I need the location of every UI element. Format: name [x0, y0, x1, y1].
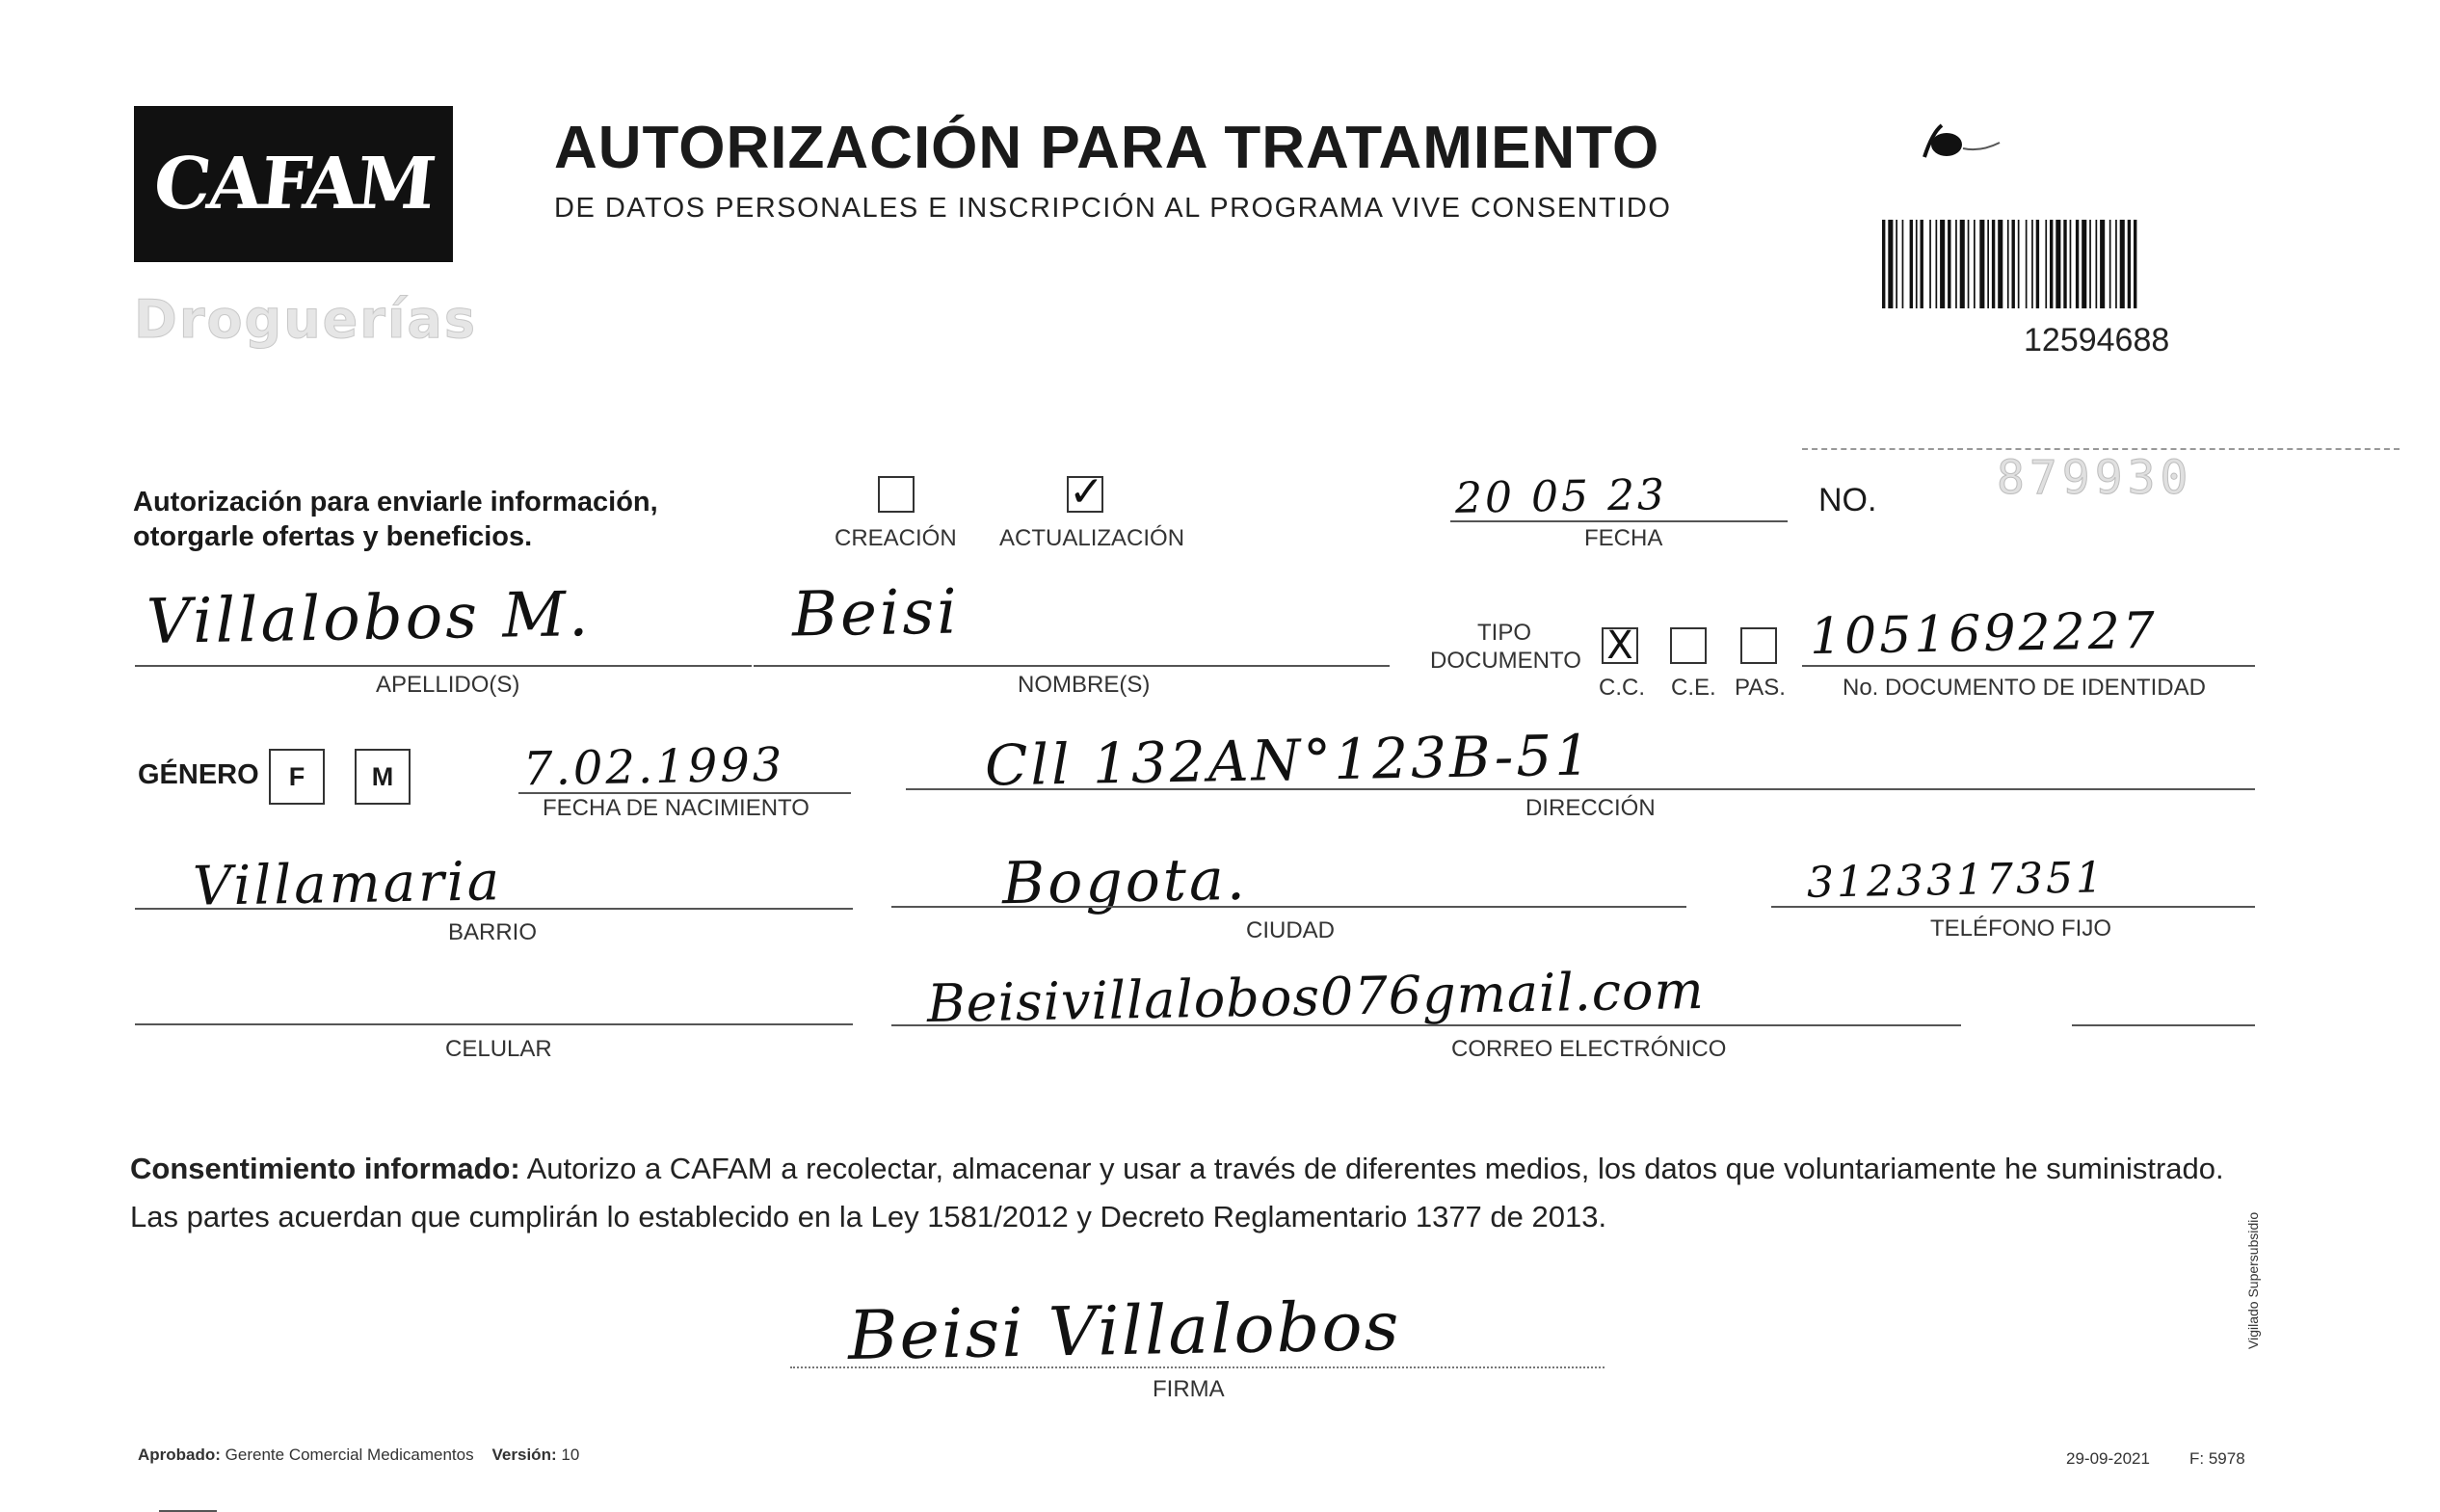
actualizacion-check-mark: ✓ [1069, 467, 1104, 517]
celular-line [135, 1023, 853, 1025]
logo-subtitle: Droguerías [134, 289, 477, 350]
cafam-logo [134, 106, 453, 262]
genero-label: GÉNERO [138, 759, 259, 790]
pen-mark-icon [1903, 114, 2019, 172]
ciudad-label: CIUDAD [1246, 917, 1336, 943]
ciudad-value[interactable]: Bogota. [1001, 845, 1249, 918]
page-title: AUTORIZACIÓN PARA TRATAMIENTO [554, 115, 1660, 181]
apellido-value[interactable]: Villalobos M. [146, 578, 592, 659]
correo-value[interactable]: Beisivillalobos076gmail.com [926, 959, 1706, 1035]
direccion-label: DIRECCIÓN [1525, 795, 1656, 821]
page-subtitle: DE DATOS PERSONALES E INSCRIPCIÓN AL PROGRAMA VIVE CONSENTIDO [554, 193, 1672, 224]
ce-label: C.E. [1671, 675, 1716, 701]
telefono-value[interactable]: 3123317351 [1806, 853, 2107, 908]
firma-label: FIRMA [1153, 1376, 1225, 1402]
telefono-label: TELÉFONO FIJO [1930, 915, 2112, 942]
nacimiento-value[interactable]: 7.02.1993 [522, 737, 785, 797]
auth-line-1: Autorización para enviarle información, [133, 487, 658, 517]
barrio-line [135, 908, 853, 910]
correo-label: CORREO ELECTRÓNICO [1451, 1036, 1727, 1062]
cc-label: C.C. [1599, 675, 1645, 701]
consentimiento-title: Consentimiento informado: [130, 1152, 520, 1185]
footer-date: 29-09-2021 [2066, 1449, 2150, 1468]
genero-f-label: F [288, 761, 305, 791]
documento-line [1802, 665, 2255, 667]
barcode-number: 12594688 [2024, 322, 2170, 358]
consentimiento-text: Autorizo a CAFAM a recolectar, almacenar y usar a través de diferentes medios, los datos que voluntariamente he suministrado. Las partes acuerdan que cumplirán lo establecido en la Ley 1581/2012 y Decreto Reglamentario 1377 de 2013. [130, 1152, 2224, 1233]
genero-m-label: M [371, 761, 394, 791]
firma-line [790, 1366, 1605, 1368]
vigilado-side-text: Vigilado Supersubsidio [2245, 1211, 2261, 1349]
genero-f-box[interactable] [269, 749, 325, 805]
footer-aprobado [138, 1446, 579, 1465]
barcode [1882, 220, 2265, 308]
footer-code: F: 5978 [2189, 1449, 2245, 1468]
firma-value[interactable]: Beisi Villalobos [847, 1287, 1402, 1375]
documento-value[interactable]: 1051692227 [1809, 601, 2159, 667]
direccion-value[interactable]: Cll 132AN°123B-51 [984, 722, 1594, 799]
fecha-label: FECHA [1584, 525, 1663, 551]
correo-line-end [2072, 1024, 2255, 1026]
correo-line [891, 1024, 1961, 1026]
nombre-value[interactable]: Beisi [791, 576, 961, 651]
nombre-label: NOMBRE(S) [1018, 672, 1151, 698]
version-label: Versión: [491, 1446, 557, 1464]
genero-m-box[interactable] [355, 749, 411, 805]
fecha-value[interactable]: 20 05 23 [1454, 470, 1668, 523]
nombre-line [754, 665, 1390, 667]
stamp-top-dashes [1802, 448, 2400, 450]
actualizacion-checkbox[interactable] [1067, 467, 1104, 517]
direccion-line [906, 788, 2255, 790]
barrio-value[interactable]: Villamaria [192, 850, 503, 918]
ciudad-line [891, 906, 1686, 908]
consentimiento-paragraph [130, 1145, 2260, 1241]
version-value: 10 [561, 1446, 580, 1464]
fecha-line [1450, 520, 1788, 522]
nacimiento-label: FECHA DE NACIMIENTO [543, 795, 809, 821]
apellido-line [135, 665, 752, 667]
pas-label: PAS. [1735, 675, 1786, 701]
actualizacion-label: ACTUALIZACIÓN [999, 525, 1185, 551]
documento-label: DOCUMENTO [1430, 648, 1581, 674]
form-number-stamp: 879930 [1997, 451, 2193, 505]
aprobado-label: Aprobado: [138, 1446, 221, 1464]
aprobado-value: Gerente Comercial Medicamentos [225, 1446, 474, 1464]
celular-label: CELULAR [445, 1036, 552, 1062]
pas-checkbox[interactable] [1740, 627, 1777, 664]
auth-line-2: otorgarle ofertas y beneficios. [133, 521, 533, 552]
telefono-line [1771, 906, 2255, 908]
cc-check-mark: X [1606, 623, 1633, 668]
creacion-label: CREACIÓN [835, 525, 957, 551]
ce-checkbox[interactable] [1670, 627, 1707, 664]
logo-text: CAFAM [149, 143, 438, 225]
creacion-checkbox[interactable] [878, 476, 915, 513]
barrio-label: BARRIO [448, 919, 538, 945]
no-label: NO. [1818, 482, 1877, 518]
documento-numero-label: No. DOCUMENTO DE IDENTIDAD [1843, 675, 2206, 701]
nacimiento-line [518, 792, 851, 794]
cc-checkbox[interactable] [1602, 623, 1638, 668]
tipo-label: TIPO [1477, 620, 1532, 646]
apellido-label: APELLIDO(S) [376, 672, 520, 698]
